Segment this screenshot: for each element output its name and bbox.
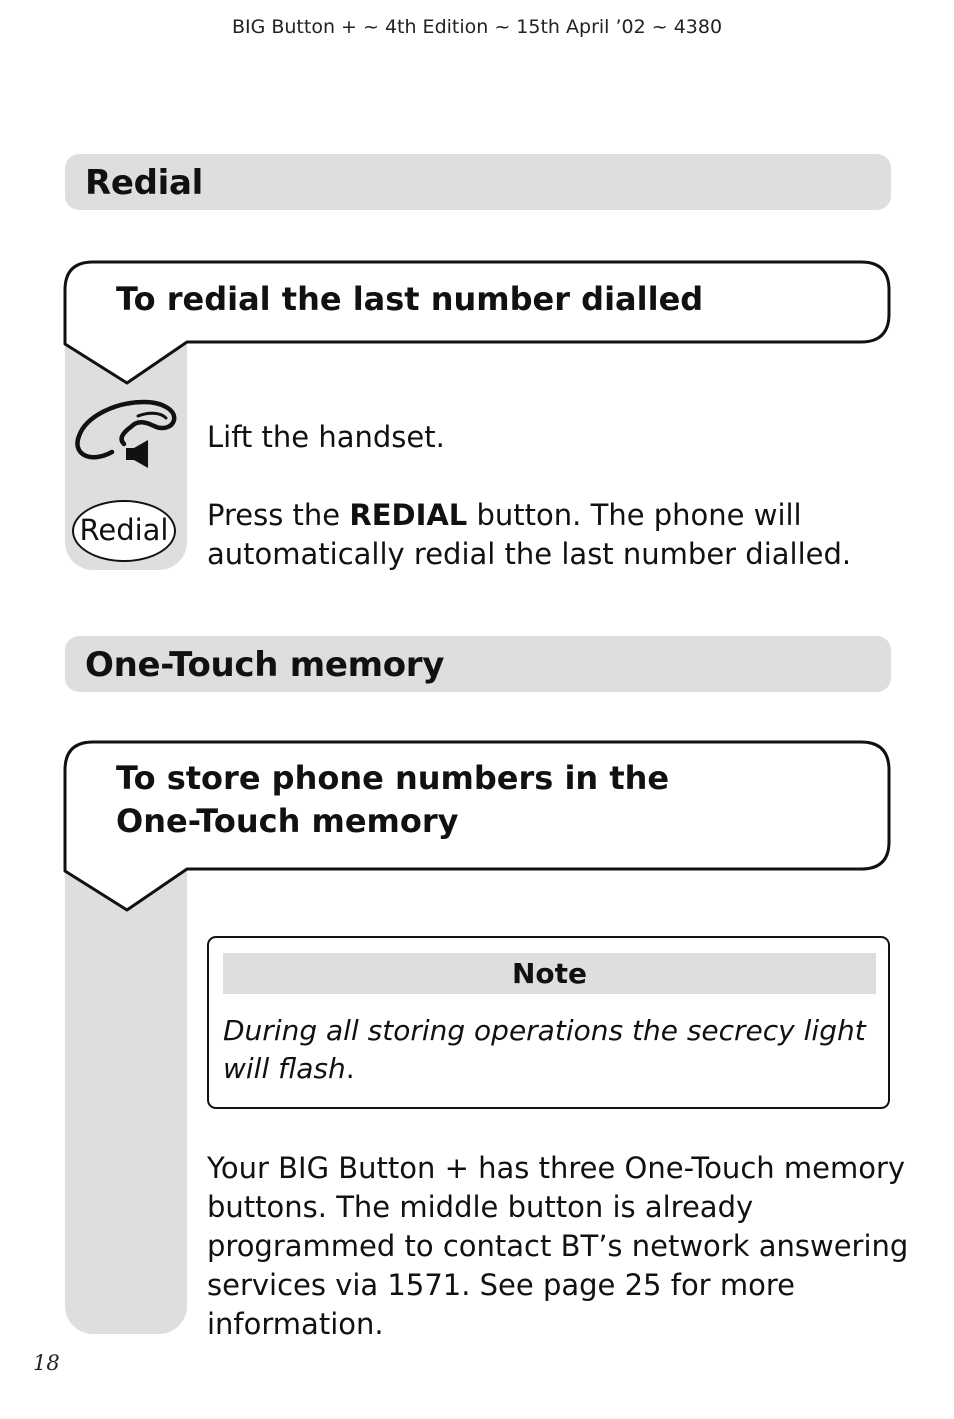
step-title-redial: To redial the last number dialled bbox=[116, 280, 704, 318]
note-box bbox=[207, 936, 890, 1109]
paragraph-line: programmed to contact BT’s network answering bbox=[207, 1229, 909, 1263]
note-line2-end: . bbox=[345, 1052, 355, 1085]
paragraph-line: buttons. The middle button is already bbox=[207, 1190, 754, 1224]
step-title-line2: One-Touch memory bbox=[116, 802, 459, 840]
step-title-one-touch bbox=[116, 757, 669, 843]
paragraph-line: Your BIG Button + has three One-Touch memory bbox=[207, 1151, 906, 1185]
paragraph-line: information. bbox=[207, 1307, 384, 1341]
step1-text: Lift the handset. bbox=[207, 420, 445, 454]
section-title-redial: Redial bbox=[85, 163, 204, 203]
redial-key-icon: Redial bbox=[72, 500, 176, 562]
page-number: 18 bbox=[33, 1351, 60, 1375]
note-line1: During all storing operations the secrecy light bbox=[223, 1014, 866, 1047]
step2-text-post: button. The phone will bbox=[467, 498, 802, 532]
running-header: BIG Button + ~ 4th Edition ~ 15th April ’02 ~ 4380 bbox=[231, 16, 723, 38]
step-title-line1: To store phone numbers in the bbox=[116, 759, 670, 797]
one-touch-paragraph bbox=[207, 1149, 908, 1344]
step2-text-line2: automatically redial the last number dialled. bbox=[207, 537, 852, 571]
note-heading: Note bbox=[223, 953, 876, 994]
section-title-one-touch: One-Touch memory bbox=[85, 645, 445, 685]
step2-text-bold: REDIAL bbox=[349, 498, 468, 532]
step2-text-pre: Press the bbox=[207, 498, 350, 532]
note-body bbox=[223, 1012, 873, 1088]
note-line2: will flash bbox=[223, 1052, 346, 1085]
paragraph-line: services via 1571. See page 25 for more bbox=[207, 1268, 795, 1302]
